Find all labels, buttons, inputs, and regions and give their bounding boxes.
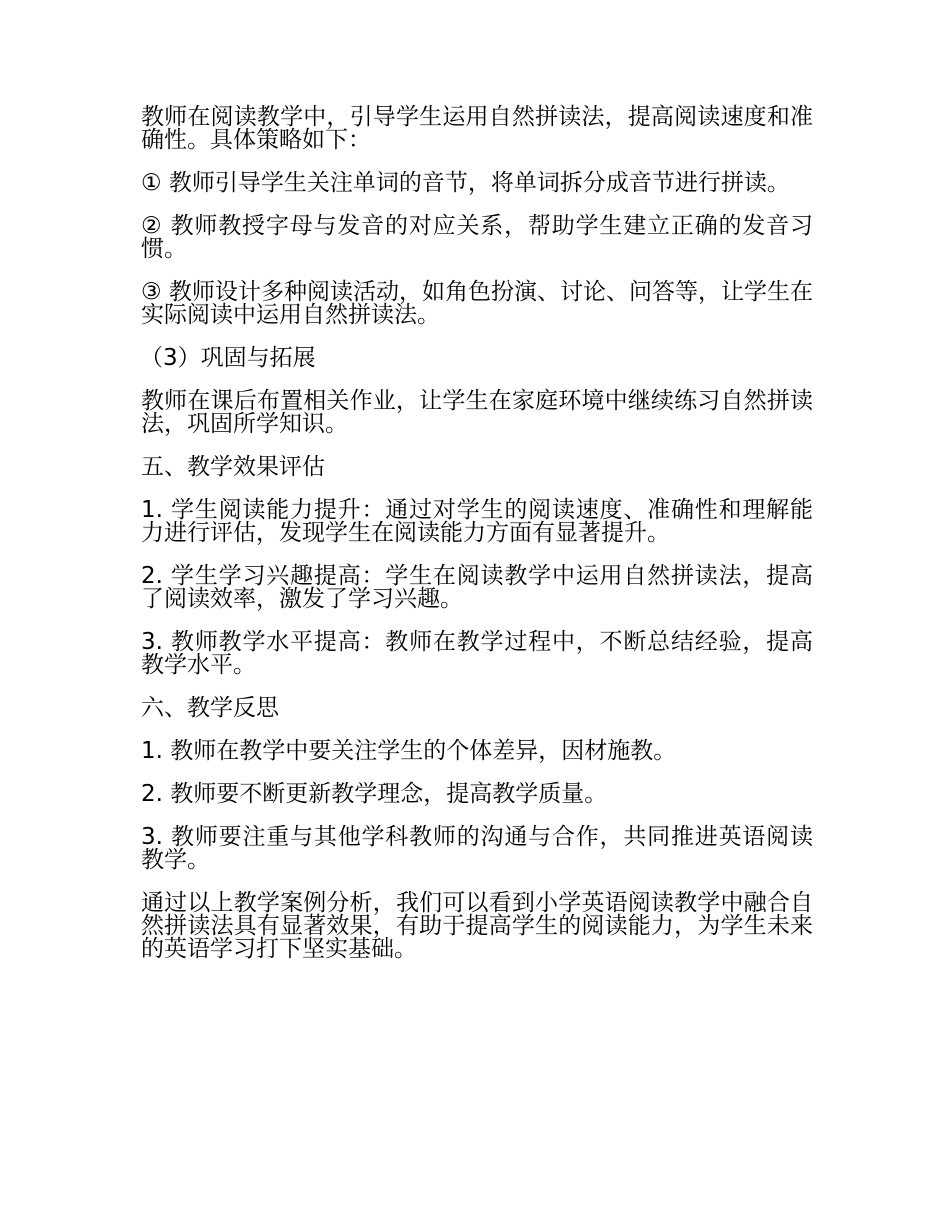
strategy-item-3: ③ 教师设计多种阅读活动，如角色扮演、讨论、问答等，让学生在实际阅读中运用自然拼读法。 [141, 279, 813, 328]
intro-paragraph: 教师在阅读教学中，引导学生运用自然拼读法，提高阅读速度和准确性。具体策略如下： [141, 104, 813, 153]
section-5-item-1: 1. 学生阅读能力提升：通过对学生的阅读速度、准确性和理解能力进行评估，发现学生在阅读能力方面有显著提升。 [141, 497, 813, 546]
strategy-item-1: ① 教师引导学生关注单词的音节，将单词拆分成音节进行拼读。 [141, 170, 790, 196]
section-3-paragraph: 教师在课后布置相关作业，让学生在家庭环境中继续练习自然拼读法，巩固所学知识。 [141, 388, 813, 437]
section-6-item-1: 1. 教师在教学中要关注学生的个体差异，因材施教。 [141, 738, 677, 764]
section-5-item-3: 3. 教师教学水平提高：教师在教学过程中，不断总结经验，提高教学水平。 [141, 629, 813, 678]
section-6-item-2: 2. 教师要不断更新教学理念，提高教学质量。 [141, 781, 608, 807]
section-5-item-2: 2. 学生学习兴趣提高：学生在阅读教学中运用自然拼读法，提高了阅读效率，激发了学习兴趣。 [141, 563, 813, 612]
strategy-item-2: ② 教师教授字母与发音的对应关系，帮助学生建立正确的发音习惯。 [141, 213, 813, 262]
section-3-heading: （3）巩固与拓展 [140, 345, 316, 371]
section-6-heading: 六、教学反思 [141, 695, 279, 721]
document-body [141, 106, 813, 981]
section-6-item-3: 3. 教师要注重与其他学科教师的沟通与合作，共同推进英语阅读教学。 [141, 824, 813, 873]
section-5-heading: 五、教学效果评估 [141, 454, 325, 480]
conclusion-paragraph: 通过以上教学案例分析，我们可以看到小学英语阅读教学中融合自然拼读法具有显著效果，有助于提高学生的阅读能力，为学生未来的英语学习打下坚实基础。 [141, 890, 813, 962]
